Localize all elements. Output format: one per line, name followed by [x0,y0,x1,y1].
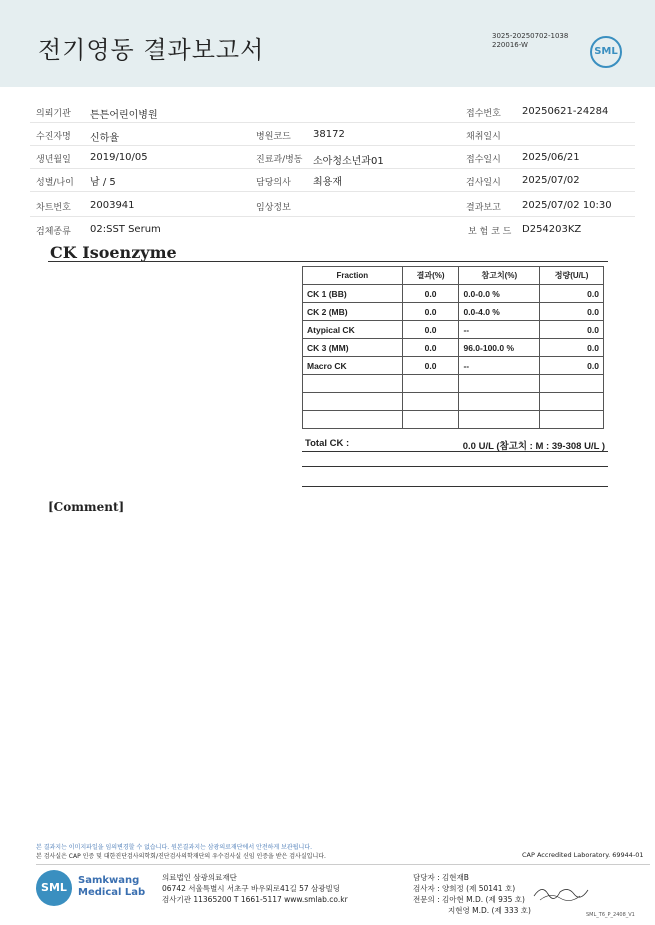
doctor-value: 최용재 [313,177,342,188]
section-divider [48,261,608,262]
total-ck-value: 0.0 U/L (참고치 : M : 39-308 U/L ) [462,441,605,452]
info-row-1: 의뢰기관 튼튼어린이병원 접수번호 20250621-24284 [30,100,635,123]
patient-name-value: 신하율 [90,133,119,144]
table-row: CK 3 (MM) 0.0 96.0-100.0 % 0.0 [303,339,604,357]
hospital-code-value: 38172 [313,129,345,140]
info-row-6: 검체종류 02:SST Serum 보 험 코 드 D254203KZ [36,224,582,237]
dob-value: 2019/10/05 [90,152,148,163]
footer-note-2: 본 검사실은 CAP 인증 및 대한진단검사의학회/진단검사의학재단의 우수검사실 신임 인증을 받은 검사실입니다. [36,853,326,860]
report-date-value: 2025/07/02 10:30 [522,200,612,211]
info-row-5: 차트번호 2003941 임상정보 결과보고 2025/07/02 10:30 [30,194,635,217]
receipt-date-value: 2025/06/21 [522,152,580,163]
info-row-3: 생년월일 2019/10/05 진료과/병동 소아청소년과01 접수일시 2025/06/21 [30,146,635,169]
signature-icon [530,880,590,904]
dept-value: 소아청소년과01 [313,156,384,167]
insurance-code-value: D254203KZ [522,224,582,235]
footer-divider [36,864,650,865]
receipt-no-value: 20250621-24284 [522,106,609,117]
sex-age-value: 남 / 5 [90,177,116,188]
info-row-4: 성별/나이 남 / 5 담당의사 최용재 검사일시 2025/07/02 [30,169,635,192]
sml-footer-logo: SML [36,870,72,906]
col-header-result: 결과(%) [402,267,459,285]
table-row: CK 1 (BB) 0.0 0.0-0.0 % 0.0 [303,285,604,303]
company-name: Samkwang Medical Lab [78,875,146,898]
section-title: CK Isoenzyme [50,243,177,262]
col-header-reference: 참고치(%) [459,267,540,285]
col-header-quantity: 정량(U/L) [540,267,604,285]
footer-note-1: 본 결과지는 이미지파일을 임의변경할 수 없습니다. 원본결과지는 삼광의료재단에서 안전하게 보관됩니다. [36,844,313,851]
sml-logo: SML [590,36,622,68]
table-row: Atypical CK 0.0 -- 0.0 [303,321,604,339]
fraction-table [302,266,604,429]
total-ck [302,436,608,452]
footer-notes [36,843,326,861]
info-row-2: 수진자명 신하율 병원코드 38172 채취일시 [30,123,635,146]
table-row-empty [303,375,604,393]
blank-line [302,486,608,487]
table-header-row [303,267,604,285]
chart-no-value: 2003941 [90,200,135,211]
report-header [0,0,655,87]
col-header-fraction: Fraction [303,267,403,285]
document-id: 3025-20250702-1038 220016-W [492,32,569,49]
institution-value: 튼튼어린이병원 [90,110,158,121]
report-title: 전기영동 결과보고서 [38,36,265,64]
specimen-value: 02:SST Serum [90,224,161,235]
table-row: Macro CK 0.0 -- 0.0 [303,357,604,375]
table-row-empty [303,393,604,411]
comment-heading: [Comment] [48,500,125,514]
table-row-empty [303,411,604,429]
organization-info: 의료법인 삼광의료재단 06742 서울특별시 서초구 바우뫼로41길 57 삼광빌딩 검사기관 11365200 T 1661-5117 www.smlab.co.kr [162,873,348,904]
table-row: CK 2 (MB) 0.0 0.0-4.0 % 0.0 [303,303,604,321]
blank-line [302,466,608,467]
cap-accreditation: CAP Accredited Laboratory. 69944-01 [522,851,644,859]
form-code: SML_T6_P_2408_V1 [586,912,635,918]
test-date-value: 2025/07/02 [522,175,580,186]
staff-info: 담당자 : 김현재B 검사자 : 양희정 (제 50141 호) 전문의 : 김아현 M.D. (제 935 호) 지현영 M.D. (제 333 호) [413,873,531,915]
total-ck-label: Total CK : [305,438,350,449]
